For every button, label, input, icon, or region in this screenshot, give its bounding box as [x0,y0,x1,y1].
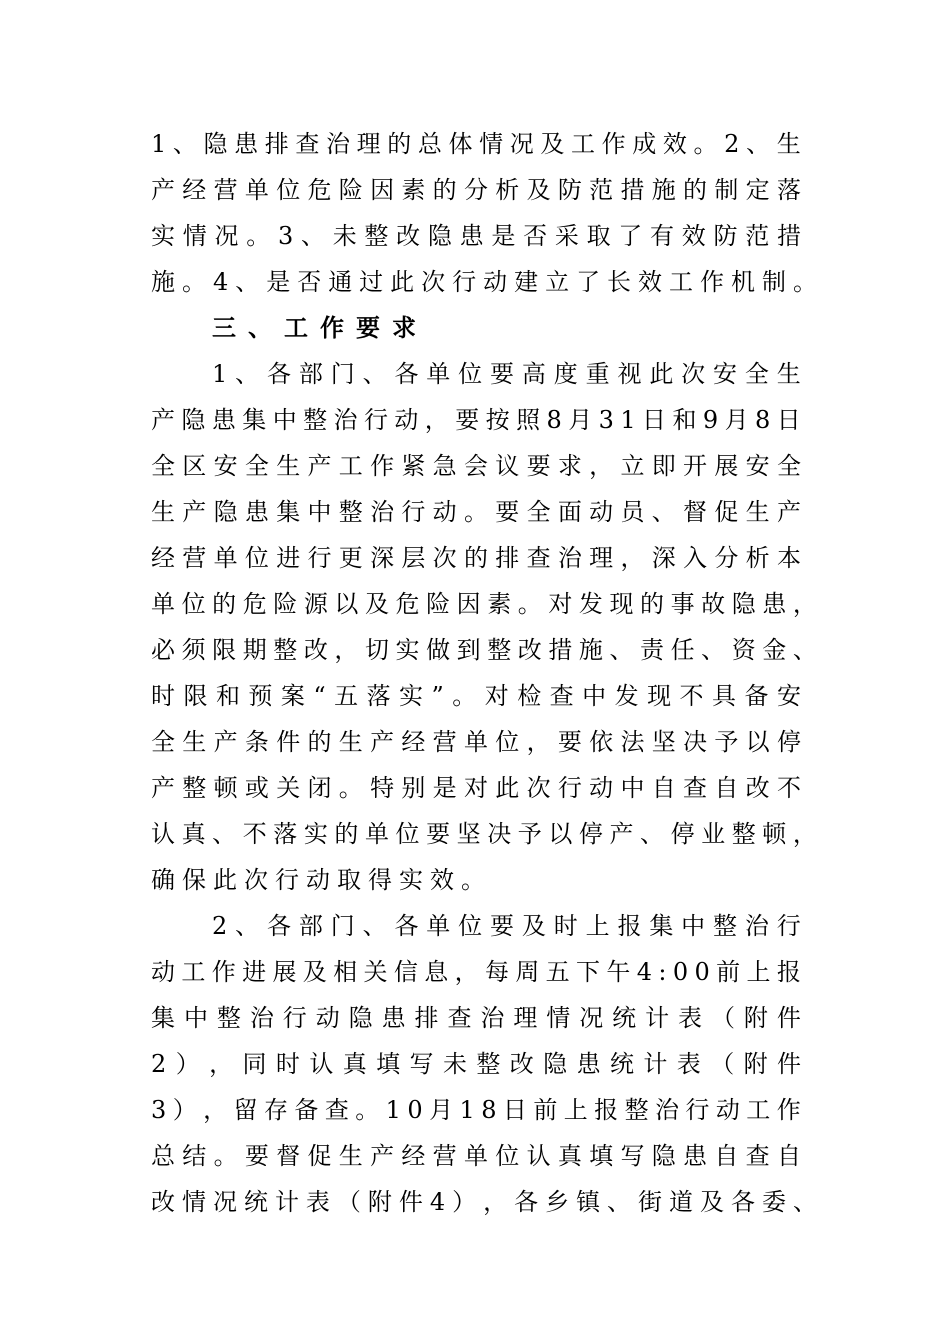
text-line: 经 营 单 位 进 行 更 深 层 次 的 排 查 治 理 ， 深 入 分 析 本 [151,544,801,572]
text-line: 全 区 安 全 生 产 工 作 紧 急 会 议 要 求 ， 立 即 开 展 安 全 [151,452,801,480]
text-line: 认 真 、 不 落 实 的 单 位 要 坚 决 予 以 停 产 、 停 业 整 顿 ， [151,820,817,848]
paragraph-last-line: 确保此次行动取得实效。 [151,866,492,894]
paragraph-first-line: 2 、 各 部 门 、 各 单 位 要 及 时 上 报 集 中 整 治 行 [212,912,801,940]
text-line: 总 结 。 要 督 促 生 产 经 营 单 位 认 真 填 写 隐 患 自 查 自 [151,1142,801,1170]
text-line: 产 整 顿 或 关 闭 。 特 别 是 对 此 次 行 动 中 自 查 自 改 不 [151,774,801,802]
text-line: 实 情 况 。 3 、 未 整 改 隐 患 是 否 采 取 了 有 效 防 范 措 [151,222,801,250]
text-line: 必 须 限 期 整 改 ， 切 实 做 到 整 改 措 施 、 责 任 、 资 金 、 [151,636,817,664]
paragraph-first-line: 1 、 各 部 门 、 各 单 位 要 高 度 重 视 此 次 安 全 生 [212,360,801,388]
text-line: 3 ） ， 留 存 备 查 。 1 0 月 1 8 日 前 上 报 整 治 行 动 工 作 [151,1096,801,1124]
text-line: 生 产 隐 患 集 中 整 治 行 动 。 要 全 面 动 员 、 督 促 生 产 [151,498,801,526]
text-line: 集 中 整 治 行 动 隐 患 排 查 治 理 情 况 统 计 表 （ 附 件 [151,1004,801,1032]
text-line: 单 位 的 危 险 源 以 及 危 险 因 素 。 对 发 现 的 事 故 隐 患 ， [151,590,817,618]
text-line: 产 隐 患 集 中 整 治 行 动 ， 要 按 照 8 月 3 1 日 和 9 月 8 日 [151,406,801,434]
text-line: 1 、 隐 患 排 查 治 理 的 总 体 情 况 及 工 作 成 效 。 2 、 生 [151,130,801,158]
text-line: 产 经 营 单 位 危 险 因 素 的 分 析 及 防 范 措 施 的 制 定 落 [151,176,801,204]
text-line: 时 限 和 预 案 “ 五 落 实 ” 。 对 检 查 中 发 现 不 具 备 安 [151,682,801,710]
text-line: 改 情 况 统 计 表 （ 附 件 4 ） ， 各 乡 镇 、 街 道 及 各 委 、 [151,1188,817,1216]
text-line: 2 ） ， 同 时 认 真 填 写 未 整 改 隐 患 统 计 表 （ 附 件 [151,1050,801,1078]
text-line: 全 生 产 条 件 的 生 产 经 营 单 位 ， 要 依 法 坚 决 予 以 停 [151,728,801,756]
section-heading: 三、工作要求 [212,313,428,342]
text-line: 动 工 作 进 展 及 相 关 信 息 ， 每 周 五 下 午 4 : 0 0 前 上 报 [151,958,801,986]
text-line: 施 。 4 、 是 否 通 过 此 次 行 动 建 立 了 长 效 工 作 机 制 。 [151,268,817,296]
